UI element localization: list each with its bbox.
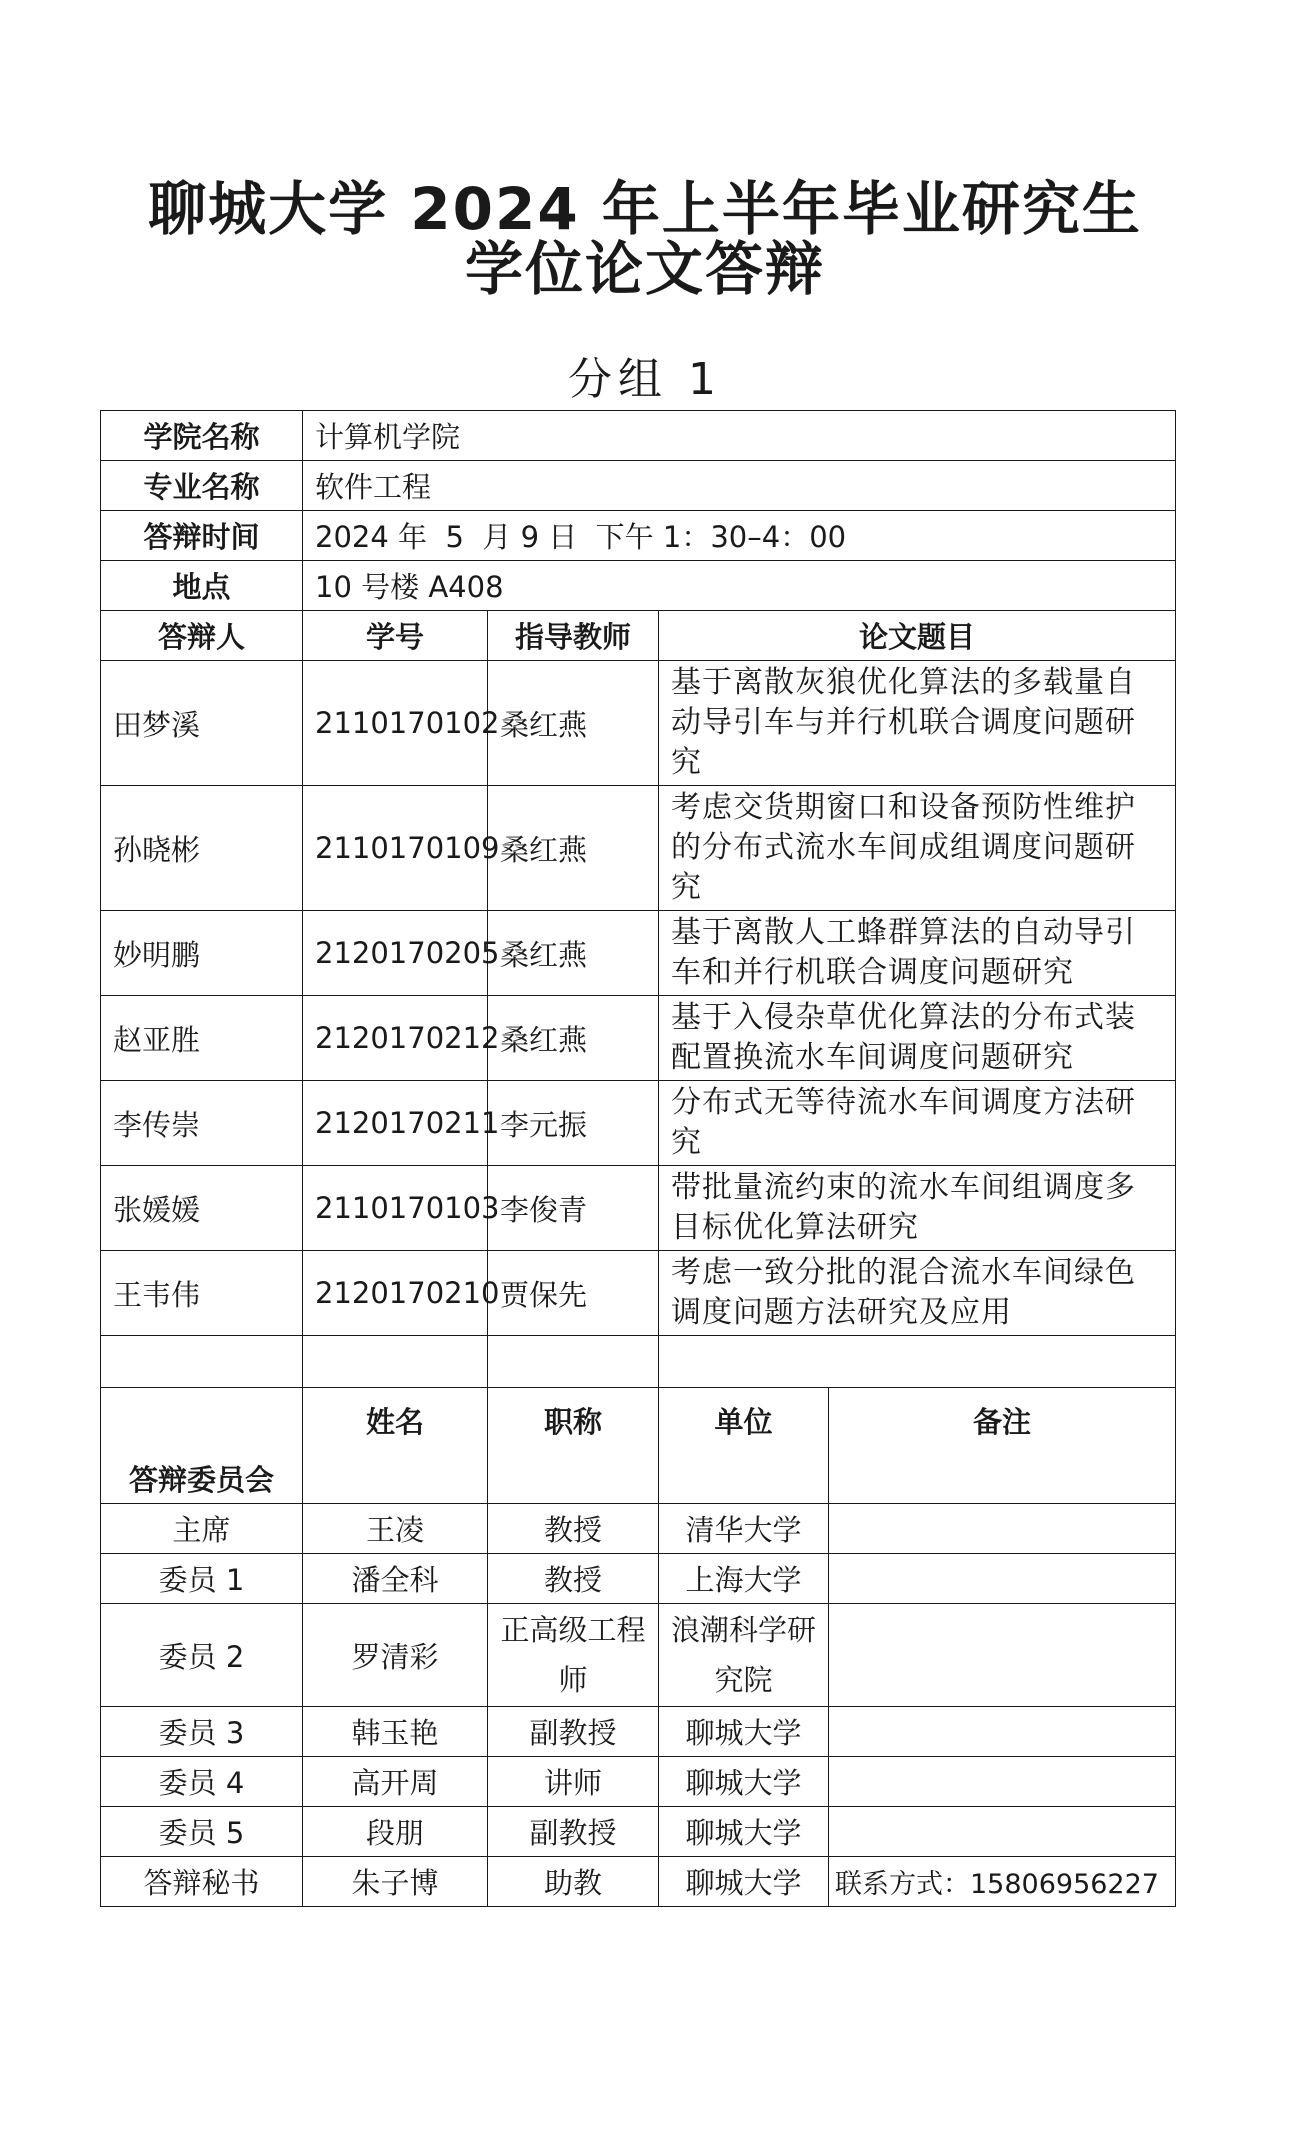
member-title: 讲师 [488,1757,659,1807]
committee-label: 答辩委员会 [101,1388,303,1504]
info-row [101,461,1176,511]
student-name: 田梦溪 [101,661,303,786]
member-name: 王凌 [303,1504,488,1554]
student-advisor: 桑红燕 [488,661,659,786]
group-heading: 分组 1 [568,354,722,405]
info-label: 学院名称 [101,411,303,461]
student-name: 赵亚胜 [101,996,303,1081]
info-row [101,511,1176,561]
committee-row [101,1707,1176,1757]
member-unit: 聊城大学 [659,1857,829,1907]
student-name: 张媛媛 [101,1166,303,1251]
member-note [829,1807,1176,1857]
committee-header-row [101,1388,1176,1504]
member-unit: 清华大学 [659,1504,829,1554]
header-member-note: 备注 [829,1388,1176,1504]
document-title-line-2: 学位论文答辩 [464,235,825,303]
student-advisor: 桑红燕 [488,786,659,911]
student-thesis: 考虑交货期窗口和设备预防性维护的分布式流水车间成组调度问题研究 [659,786,1176,911]
student-row [101,1081,1176,1166]
student-advisor: 贾保先 [488,1251,659,1336]
member-role: 委员 2 [101,1604,303,1707]
member-role: 委员 5 [101,1807,303,1857]
member-note [829,1554,1176,1604]
student-id: 2120170205 [303,911,488,996]
empty-row [101,1336,1176,1388]
member-note: 联系方式：15806956227 [829,1857,1176,1907]
member-name: 潘全科 [303,1554,488,1604]
info-label: 地点 [101,561,303,611]
student-advisor: 桑红燕 [488,996,659,1081]
member-title: 副教授 [488,1807,659,1857]
member-name: 段朋 [303,1807,488,1857]
defense-schedule-table [100,410,1176,1907]
member-name: 朱子博 [303,1857,488,1907]
student-id: 2110170103 [303,1166,488,1251]
committee-row [101,1807,1176,1857]
member-unit: 浪潮科学研究院 [659,1604,829,1707]
student-thesis: 基于离散人工蜂群算法的自动导引车和并行机联合调度问题研究 [659,911,1176,996]
student-id: 2120170211 [303,1081,488,1166]
student-advisor: 李俊青 [488,1166,659,1251]
student-row [101,661,1176,786]
student-thesis: 基于入侵杂草优化算法的分布式装配置换流水车间调度问题研究 [659,996,1176,1081]
student-thesis: 考虑一致分批的混合流水车间绿色调度问题方法研究及应用 [659,1251,1176,1336]
committee-row [101,1604,1176,1707]
empty-cell [303,1336,488,1388]
student-name: 孙晓彬 [101,786,303,911]
student-row [101,1251,1176,1336]
info-value: 软件工程 [303,461,1176,511]
member-unit: 聊城大学 [659,1757,829,1807]
info-value: 10 号楼 A408 [303,561,1176,611]
member-note [829,1504,1176,1554]
committee-row [101,1554,1176,1604]
student-id: 2120170210 [303,1251,488,1336]
students-header-row [101,611,1176,661]
student-id: 2120170212 [303,996,488,1081]
member-title: 教授 [488,1504,659,1554]
member-role: 委员 4 [101,1757,303,1807]
member-role: 答辩秘书 [101,1857,303,1907]
empty-cell [659,1336,1176,1388]
committee-row [101,1857,1176,1907]
student-name: 妙明鹏 [101,911,303,996]
student-row [101,996,1176,1081]
member-note [829,1757,1176,1807]
student-row [101,1166,1176,1251]
info-label: 专业名称 [101,461,303,511]
member-role: 主席 [101,1504,303,1554]
member-role: 委员 3 [101,1707,303,1757]
info-value: 2024 年 5 月 9 日 下午 1：30–4：00 [303,511,1176,561]
info-label: 答辩时间 [101,511,303,561]
student-row [101,911,1176,996]
member-title: 教授 [488,1554,659,1604]
header-member-unit: 单位 [659,1388,829,1504]
student-id: 2110170102 [303,661,488,786]
member-unit: 聊城大学 [659,1707,829,1757]
header-thesis-title: 论文题目 [659,611,1176,661]
document-title-line-1: 聊城大学 2024 年上半年毕业研究生 [148,175,1142,243]
student-name: 王韦伟 [101,1251,303,1336]
header-member-title: 职称 [488,1388,659,1504]
header-advisor: 指导教师 [488,611,659,661]
member-role: 委员 1 [101,1554,303,1604]
info-row [101,411,1176,461]
student-thesis: 带批量流约束的流水车间组调度多目标优化算法研究 [659,1166,1176,1251]
member-name: 罗清彩 [303,1604,488,1707]
member-title: 副教授 [488,1707,659,1757]
member-name: 韩玉艳 [303,1707,488,1757]
member-unit: 聊城大学 [659,1807,829,1857]
info-row [101,561,1176,611]
student-row [101,786,1176,911]
student-advisor: 李元振 [488,1081,659,1166]
student-advisor: 桑红燕 [488,911,659,996]
student-thesis: 分布式无等待流水车间调度方法研究 [659,1081,1176,1166]
member-title: 助教 [488,1857,659,1907]
member-name: 高开周 [303,1757,488,1807]
student-id: 2110170109 [303,786,488,911]
header-member-name: 姓名 [303,1388,488,1504]
student-name: 李传崇 [101,1081,303,1166]
member-unit: 上海大学 [659,1554,829,1604]
member-title: 正高级工程师 [488,1604,659,1707]
member-note [829,1604,1176,1707]
committee-row [101,1757,1176,1807]
info-value: 计算机学院 [303,411,1176,461]
member-note [829,1707,1176,1757]
header-defender: 答辩人 [101,611,303,661]
committee-row [101,1504,1176,1554]
empty-cell [488,1336,659,1388]
student-thesis: 基于离散灰狼优化算法的多载量自动导引车与并行机联合调度问题研究 [659,661,1176,786]
empty-cell [101,1336,303,1388]
header-student-id: 学号 [303,611,488,661]
